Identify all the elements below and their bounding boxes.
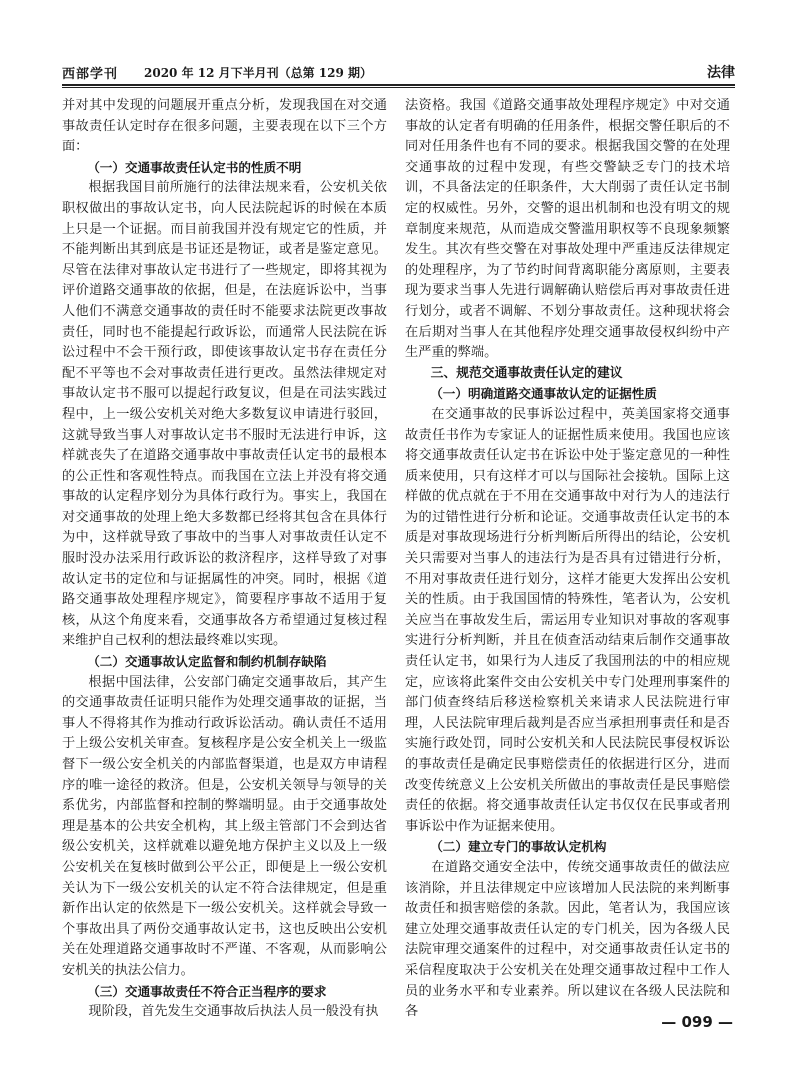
page-header (62, 60, 735, 82)
paragraph: 法资格。我国《道路交通事故处理程序规定》中对交通事故的认定者有明确的任用条件，根据交警任职后的不同对任用条件也有不同的要求。根据我国交警的在处理交通事故的过程中发现，有些交警缺乏专门的技术培训，不具备法定的任职条件，大大削弱了责任认定书制定的权威性。另外，交警的退出机制和也没有明文的规章制度来规范，从而造成交警滥用职权等不良现象频繁发生。其次有些交警在对事故处理中严重违反法律规定的处理程序，为了节约时间背离职能分离原则，主要表现为要求当事人先进行调解确认赔偿后再对事故责任进行划分，或者不调解、不划分事故责任。这种现状将会在后期对当事人在其他程序处理交通事故侵权纠纷中产生严重的弊端。 (405, 98, 730, 361)
subsection-heading: （一）交通事故责任认定书的性质不明 (87, 159, 302, 175)
right-column (405, 96, 730, 1023)
page-number: — 099 — (661, 1013, 733, 1031)
header-divider (62, 84, 735, 86)
paragraph: 并对其中发现的问题展开重点分析，发现我国在对交通事故责任认定时存在很多问题，主要表现在以下三个方面： (62, 98, 387, 155)
subsection-heading: （三）交通事故责任不符合正当程序的要求 (87, 983, 327, 999)
issue-info: 2020 年 12 月下半月刊（总第 129 期） (144, 66, 373, 80)
paragraph: 在道路交通安全法中，传统交通事故责任的做法应该消除，并且法律规定中应该增加人民法院的来判断事故责任和损害赔偿的条款。因此，笔者认为，我国应该建立处理交通事故责任认定的专门机关，因为各级人民法院审理交通案件的过程中，对交通事故责任认定书的采信程度取决于公安机关在处理交通事故过程中工作人员的业务水平和专业素养。所以建议在各级人民法院和各 (405, 859, 730, 1020)
journal-name: 西部学刊 (62, 67, 119, 82)
paragraph: 现阶段，首先发生交通事故后执法人员一般没有执 (88, 1004, 379, 1020)
left-column (62, 96, 387, 1023)
paragraph: 根据我国目前所施行的法律法规来看，公安机关依职权做出的事故认定书，向人民法院起诉的时候在本质上只是一个证据。而目前我国并没有规定它的性质，并不能判断出其到底是书证还是物证，或者是鉴定意见。尽管在法律对事故认定书进行了一些规定，即将其视为评价道路交通事故的依据，但是，在法庭诉讼中，当事人他们不满意交通事故的责任时不能要求法院更改事故责任，同时也不能提起行政诉讼，而通常人民法院在诉讼过程中不会干预行政，即使该事故认定书存在责任分配不平等也不会对事故责任进行更改。虽然法律规定对事故认定书不服可以提起行政复议，但是在司法实践过程中，上一级公安机关对绝大多数复议申请进行驳回，这就导致当事人对事故认定书不服时无法进行申诉，这样就丧失了在道路交通事故中事故责任认定书的最根本的公正性和客观性特点。而我国在立法上并没有将交通事故的认定程序划分为具体行政行为。事实上，我国在对交通事故的处理上绝大多数都已经将其包含在具体行为中，这样就导致了事故中的当事人对事故责任认定不服时没办法采用行政诉讼的救济程序，这样导致了对事故认定书的定位和与证据属性的冲突。同时，根据《道路交通事故处理程序规定》，简要程序事故不适用于复核，从这个角度来看，交通事故各方希望通过复核过程来维护自己权利的想法最终难以实现。 (62, 180, 387, 649)
paragraph: 在交通事故的民事诉讼过程中，英美国家将交通事故责任书作为专家证人的证据性质来使用。我国也应该将交通事故责任认定书在诉讼中处于鉴定意见的一种性质来使用，只有这样才可以与国际社会接轨。国际上这样做的优点就在于不用在交通事故中对行为人的违法行为的过错性进行分析和论证。交通事故责任认定书的本质是对事故现场进行分析判断后所得出的结论，公安机关只需要对当事人的违法行为是否具有过错进行分析，不用对事故责任进行划分，这样才能更大发挥出公安机关的性质。由于我国国情的特殊性，笔者认为，公安机关应当在事故发生后，需运用专业知识对事故的客观事实进行分析判断，并且在侦查活动结束后制作交通事故责任认定书，如果行为人违反了我国刑法的中的相应规定，应该将此案件交由公安机关中专门处理刑事案件的部门侦查终结后移送检察机关来请求人民法院进行审理，人民法院审理后裁判是否应当承担刑事责任和是否实施行政处罚，同时公安机关和人民法院民事侵权诉讼的事故责任是确定民事赔偿责任的依据进行区分，进而改变传统意义上公安机关所做出的事故责任是民事赔偿责任的依据。将交通事故责任认定书仅仅在民事或者刑事诉讼中作为证据来使用。 (405, 406, 730, 834)
subsection-heading: （二）交通事故认定监督和制约机制存缺陷 (87, 654, 327, 670)
subsection-heading: （二）建立专门的事故认定机构 (430, 839, 607, 855)
paragraph: 根据中国法律，公安部门确定交通事故后，其产生的交通事故责任证明只能作为处理交通事故的证据，当事人不得将其作为推动行政诉讼活动。确认责任不适用于上级公安机关审查。复核程序是公安全机关上一级监督下一级公安全机关的内部监督渠道，也是双方申请程序的唯一途径的救济。但是，公安机关领导与领导的关系优劣，内部监督和控制的弊端明显。由于交通事故处理是基本的公共安全机构，其上级主管部门不会到达省级公安机关，这样就难以避免地方保护主义以及上一级公安机关在复核时做到公平公正，即便是上一级公安机关认为下一级公安机关的认定不符合法律规定，但是重新作出认定的依然是下一级公安机关。这样就会导致一个事故出具了两份交通事故认定书，这也反映出公安机关在处理道路交通事故时不严谨、不客观，从而影响公安机关的执法公信力。 (62, 674, 387, 978)
subsection-heading: （一）明确道路交通事故认定的证据性质 (430, 386, 657, 402)
section-heading: 三、规范交通事故责任认定的建议 (430, 365, 623, 381)
section-label: 法律 (707, 65, 735, 81)
header-divider-thin (62, 87, 735, 88)
